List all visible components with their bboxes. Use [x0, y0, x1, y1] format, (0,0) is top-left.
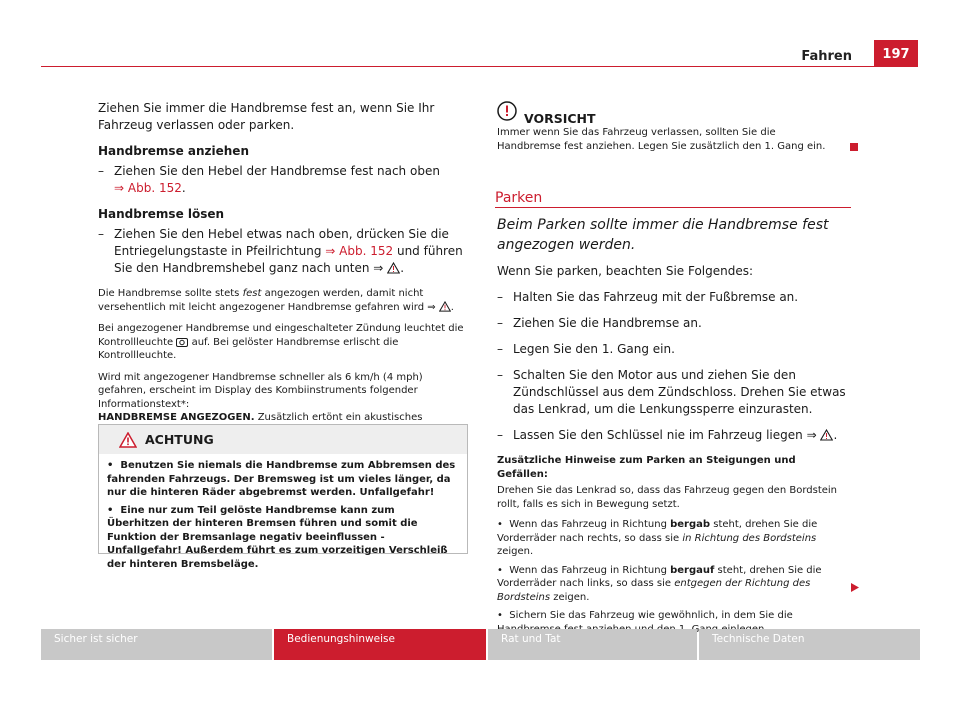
warning-box-title: ACHTUNG — [145, 432, 214, 447]
heading-release: Handbremse lösen — [98, 207, 225, 221]
bullet-item: • Wenn das Fahrzeug in Richtung bergauf steht, drehen Sie die Vorderräder nach links, so dass sie entgegen der Richtung des Bordsteins zeigen. — [497, 564, 822, 603]
right-column — [497, 215, 849, 636]
step-item: – Legen Sie den 1. Gang ein. — [497, 342, 675, 356]
caution-title: VORSICHT — [524, 111, 596, 126]
step-release-text: Ziehen Sie den Hebel etwas nach oben, drücken Sie die Entriegelungstaste in Pfeilrichtung — [114, 227, 449, 258]
warning-triangle-icon[interactable] — [387, 262, 400, 274]
warning-triangle-icon — [119, 432, 137, 448]
note-text: Die Handbremse sollte stets fest angezogen werden, damit nicht versehentlich mit leicht angezogener Handbremse gefahren wird ⇒ . — [98, 288, 454, 313]
step-item: – Lassen Sie den Schlüssel nie im Fahrzeug liegen ⇒ . — [497, 428, 838, 442]
warning-box-header — [99, 425, 467, 454]
bullet-item: • Wenn das Fahrzeug in Richtung bergab steht, drehen Sie die Vorderräder nach rechts, so dass sie in Richtung des Bordsteins zeigen. — [497, 519, 818, 557]
figure-ref-link[interactable]: ⇒ Abb. 152 — [325, 244, 394, 258]
footer-tab[interactable]: Rat und Tat — [488, 629, 697, 660]
note-text: Bei angezogener Handbremse und eingeschalteter Zündung leuchtet die Kontrollleuchte auf. Bei gelöster Handbremse erlischt die Kontrollleuchte. — [98, 323, 464, 361]
intro-text: Ziehen Sie immer die Handbremse fest an, wenn Sie Ihr Fahrzeug verlassen oder parken. — [98, 101, 435, 132]
heading-apply: Handbremse anziehen — [98, 144, 249, 158]
step-apply: – Ziehen Sie den Hebel der Handbremse fest nach oben ⇒ Abb. 152. — [98, 164, 440, 195]
warning-triangle-icon[interactable] — [439, 301, 451, 312]
figure-ref-link[interactable]: ⇒ Abb. 152 — [114, 181, 182, 195]
footer-tab[interactable]: Technische Daten — [699, 629, 920, 660]
section-heading-parken: Parken — [495, 190, 543, 206]
caution-circle-icon — [497, 101, 517, 121]
step-apply-text: Ziehen Sie den Hebel der Handbremse fest nach oben — [114, 164, 440, 178]
section-end-square-icon — [850, 143, 858, 151]
footer-tab-bar — [41, 629, 920, 660]
left-column — [98, 100, 468, 438]
step-item: – Schalten Sie den Motor aus und ziehen Sie den Zündschlüssel aus dem Zündschloss. Drehen Sie etwas das Lenkrad, um die Lenkungssperre einzurasten. — [497, 368, 846, 416]
page-number: 197 — [874, 40, 918, 67]
section-title: Fahren — [801, 49, 852, 64]
brake-warning-lamp-icon — [176, 338, 188, 347]
footer-tab-active[interactable]: Bedienungshinweise — [274, 629, 486, 660]
caution-icon-wrap — [497, 101, 517, 125]
footer-tab[interactable]: Sicher ist sicher — [41, 629, 272, 660]
note-text: Wird mit angezogener Handbremse schneller als 6 km/h (4 mph) gefahren, erscheint im Display des Kombiinstruments folgender Informationstext*: HANDBREMSE ANGEZOGEN. Zusätzlich ertönt ein akustisches — [98, 371, 423, 423]
additional-notes-heading: Zusätzliche Hinweise zum Parken an Steigungen und Gefällen: — [497, 455, 796, 480]
next-page-arrow-wrap — [851, 577, 859, 596]
warning-triangle-icon[interactable] — [820, 429, 833, 441]
header-rule — [41, 66, 918, 67]
bullet-item: • Sichern Sie das Fahrzeug wie gewöhnlich, in dem Sie die — [497, 610, 793, 621]
additional-notes-text: Drehen Sie das Lenkrad so, dass das Fahrzeug gegen den Bordstein rollt, falls es sich in Bewegung setzt. — [497, 485, 838, 510]
warning-bullet: • Eine nur zum Teil gelöste Handbremse kann zum Überhitzen der hinteren Bremsen führen und somit die Funktion der Bremsanlage negativ beeinflussen - Unfallgefahr! Außerdem führt es zum vorzeitigen Verschleiß der hinteren Bremsbeläge. — [107, 504, 448, 570]
warning-bullet: • Benutzen Sie niemals die Handbremse zum Abbremsen des fahrenden Fahrzeugs. Der Bremsweg ist um vieles länger, da nur die hinteren Räder abgebremst werden. Unfallgefahr! — [107, 460, 456, 498]
next-page-arrow-icon — [851, 583, 859, 592]
warning-box — [98, 424, 468, 570]
lead-text: Wenn Sie parken, beachten Sie Folgendes: — [497, 264, 754, 278]
step-release: – Ziehen Sie den Hebel etwas nach oben, drücken Sie die Entriegelungstaste in Pfeilrichtung ⇒ Abb. 152 und führen Sie den Handbremshebel ganz nach unten ⇒ . — [98, 227, 463, 275]
caution-text: Immer wenn Sie das Fahrzeug verlassen, sollten Sie die Handbremse fest anziehen. Legen Sie zusätzlich den 1. Gang ein. — [497, 127, 826, 152]
parken-subtitle: Beim Parken sollte immer die Handbremse fest angezogen werden. — [497, 217, 829, 253]
step-item: – Halten Sie das Fahrzeug mit der Fußbremse an. — [497, 290, 799, 304]
section-heading-rule — [495, 207, 851, 208]
step-item: – Ziehen Sie die Handbremse an. — [497, 316, 702, 330]
